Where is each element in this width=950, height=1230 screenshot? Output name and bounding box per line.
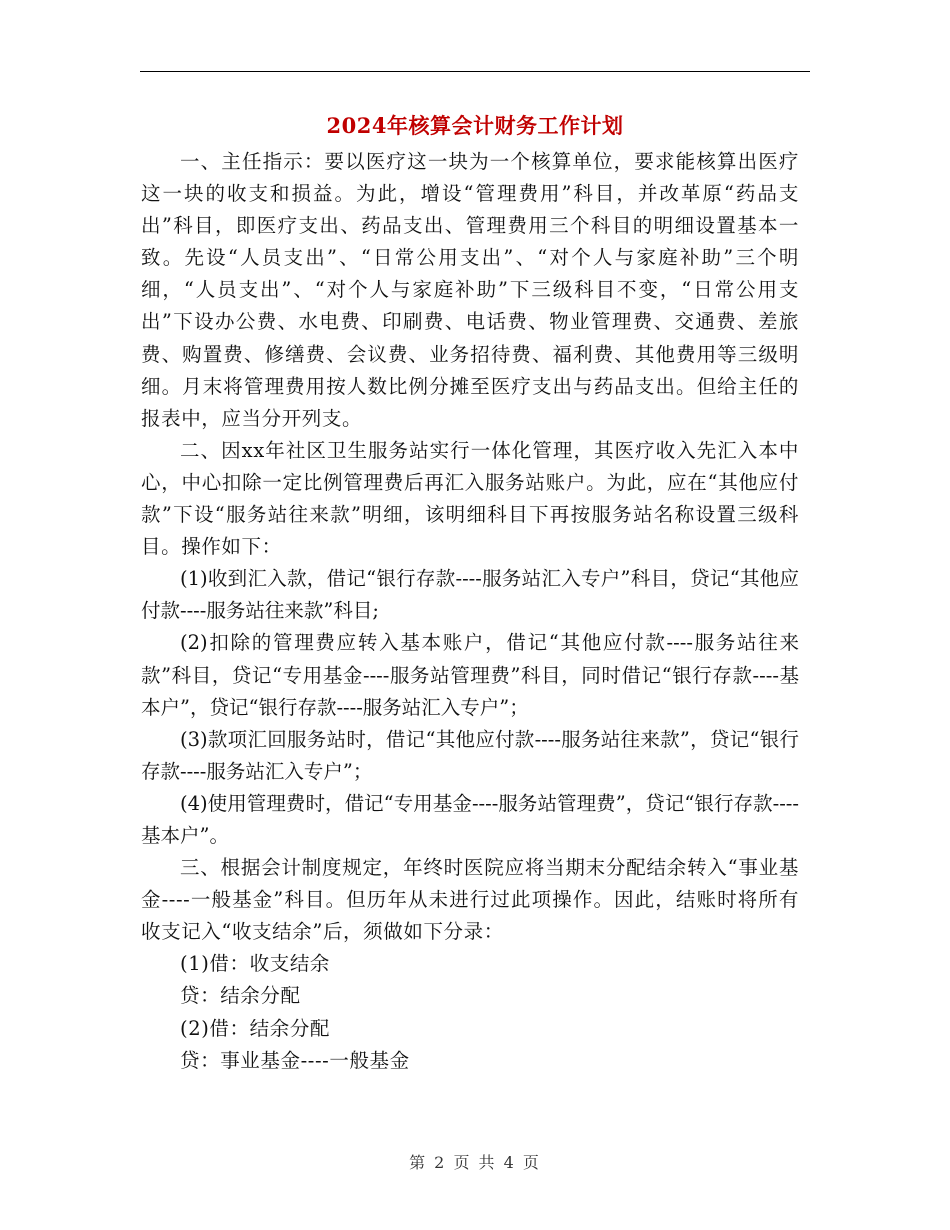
entry-2-credit: 贷：事业基金----一般基金 (180, 1048, 410, 1072)
entry-1-debit: (1)借：收支结余 (180, 952, 331, 976)
paragraph-year-end: 三、根据会计制度规定，年终时医院应将当期末分配结余转入“事业基金----一般基金”科目。但历年从未进行过此项操作。因此，结账时将所有收支记入“收支结余”后，须做如下分录： (141, 856, 799, 944)
paragraph-director-instruction: 一、主任指示：要以医疗这一块为一个核算单位，要求能核算出医疗这一块的收支和损益。为此，增设“管理费用”科目，并改革原“药品支出”科目，即医疗支出、药品支出、管理费用三个科目的明细设置基本一致。先设“人员支出”、“日常公用支出”、“对个人与家庭补助”三个明细，“人员支出”、“对个人与家庭补助”下三级科目不变，“日常公用支出”下设办公费、水电费、印刷费、电话费、物业管理费、交通费、差旅费、购置费、修缮费、会议费、业务招待费、福利费、其他费用等三级明细。月末将管理费用按人数比例分摊至医疗支出与药品支出。但给主任的报表中，应当分开列支。 (141, 150, 799, 430)
entry-2-debit: (2)借：结余分配 (180, 1016, 331, 1040)
paragraph-step-4: (4)使用管理费时，借记“专用基金----服务站管理费”，贷记“银行存款----基本户”。 (141, 791, 799, 847)
paragraph-step-3: (3)款项汇回服务站时，借记“其他应付款----服务站往来款”，贷记“银行存款----服务站汇入专户”； (141, 727, 799, 783)
paragraph-step-2: (2)扣除的管理费应转入基本账户，借记“其他应付款----服务站往来款”科目，贷记“专用基金----服务站管理费”科目，同时借记“银行存款----基本户”，贷记“银行存款----服务站汇入专户”； (141, 631, 799, 719)
document-body (141, 146, 799, 1077)
page-number-footer: 第 2 页 共 4 页 (409, 1153, 541, 1172)
header-rule (140, 71, 810, 72)
paragraph-service-station: 二、因xx年社区卫生服务站实行一体化管理，其医疗收入先汇入本中心，中心扣除一定比例管理费后再汇入服务站账户。为此，应在“其他应付款”下设“服务站往来款”明细，该明细科目下再按服务站名称设置三级科目。操作如下： (141, 438, 799, 559)
document-title: 2024年核算会计财务工作计划 (326, 113, 624, 138)
paragraph-step-1: (1)收到汇入款，借记“银行存款----服务站汇入专户”科目，贷记“其他应付款----服务站往来款”科目; (141, 567, 799, 623)
entry-1-credit: 贷：结余分配 (180, 984, 301, 1008)
